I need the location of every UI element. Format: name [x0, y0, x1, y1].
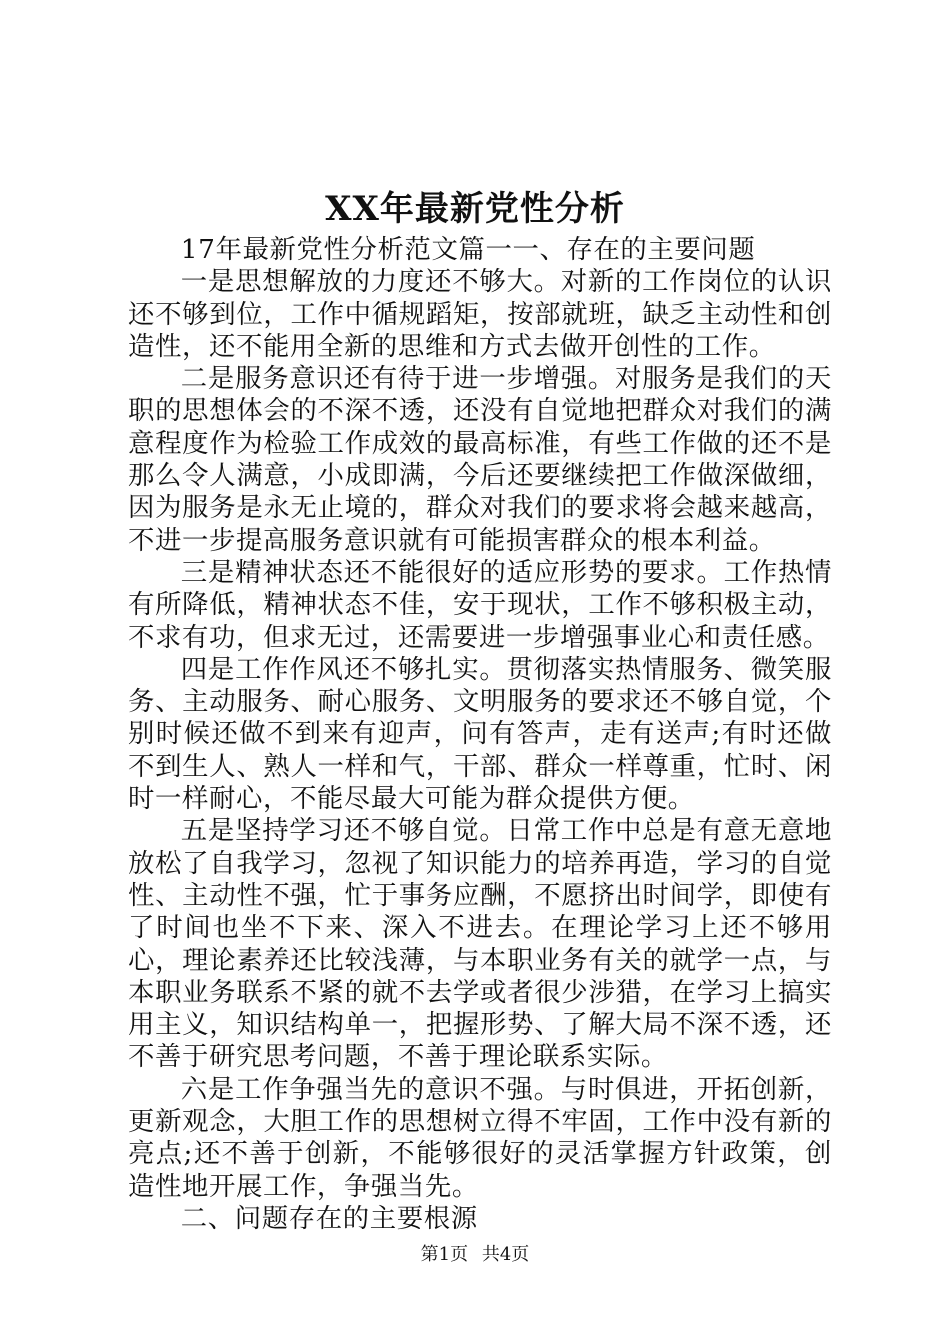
paragraph-issue-5: 五是坚持学习还不够自觉。日常工作中总是有意无意地放松了自我学习，忽视了知识能力的培养再造，学习的自觉性、主动性不强，忙于事务应酬，不愿挤出时间学，即使有了时间也坐不下来、深入不进去。在理论学习上还不够用心，理论素养还比较浅薄，与本职业务有关的就学一点，与本职业务联系不紧的就不去学或者很少涉猎，在学习上搞实用主义，知识结构单一，把握形势、了解大局不深不透，还不善于研究思考问题，不善于理论联系实际。 [128, 815, 832, 1073]
page-footer [0, 1243, 950, 1267]
paragraph-issue-1: 一是思想解放的力度还不够大。对新的工作岗位的认识还不够到位，工作中循规蹈矩，按部就班，缺乏主动性和创造性，还不能用全新的思维和方式去做开创性的工作。 [128, 266, 832, 362]
paragraph-issue-6: 六是工作争强当先的意识不强。与时俱进，开拓创新，更新观念，大胆工作的思想树立得不牢固，工作中没有新的亮点;还不善于创新，不能够很好的灵活掌握方针政策，创造性地开展工作，争强当先。 [128, 1073, 832, 1202]
paragraph-issue-4: 四是工作作风还不够扎实。贯彻落实热情服务、微笑服务、主动服务、耐心服务、文明服务的要求还不够自觉，个别时候还做不到来有迎声，问有答声，走有送声;有时还做不到生人、熟人一样和气，干部、群众一样尊重，忙时、闲时一样耐心，不能尽最大可能为群众提供方便。 [128, 653, 832, 815]
paragraph-issue-2: 二是服务意识还有待于进一步增强。对服务是我们的天职的思想体会的不深不透，还没有自觉地把群众对我们的满意程度作为检验工作成效的最高标准，有些工作做的还不是那么令人满意，小成即满，今后还要继续把工作做深做细，因为服务是永无止境的，群众对我们的要求将会越来越高，不进一步提高服务意识就有可能损害群众的根本利益。 [128, 363, 832, 556]
page-number: 第1页 [420, 1244, 469, 1265]
paragraph-intro: 17年最新党性分析范文篇一一、存在的主要问题 [180, 234, 756, 265]
page-total: 共4页 [481, 1244, 530, 1265]
document-body [128, 234, 832, 1235]
paragraph-section-2-heading: 二、问题存在的主要根源 [180, 1202, 478, 1234]
document-title: XX年最新党性分析 [325, 189, 625, 229]
paragraph-issue-3: 三是精神状态还不能很好的适应形势的要求。工作热情有所降低，精神状态不佳，安于现状，工作不够积极主动，不求有功，但求无过，还需要进一步增强事业心和责任感。 [128, 556, 832, 653]
